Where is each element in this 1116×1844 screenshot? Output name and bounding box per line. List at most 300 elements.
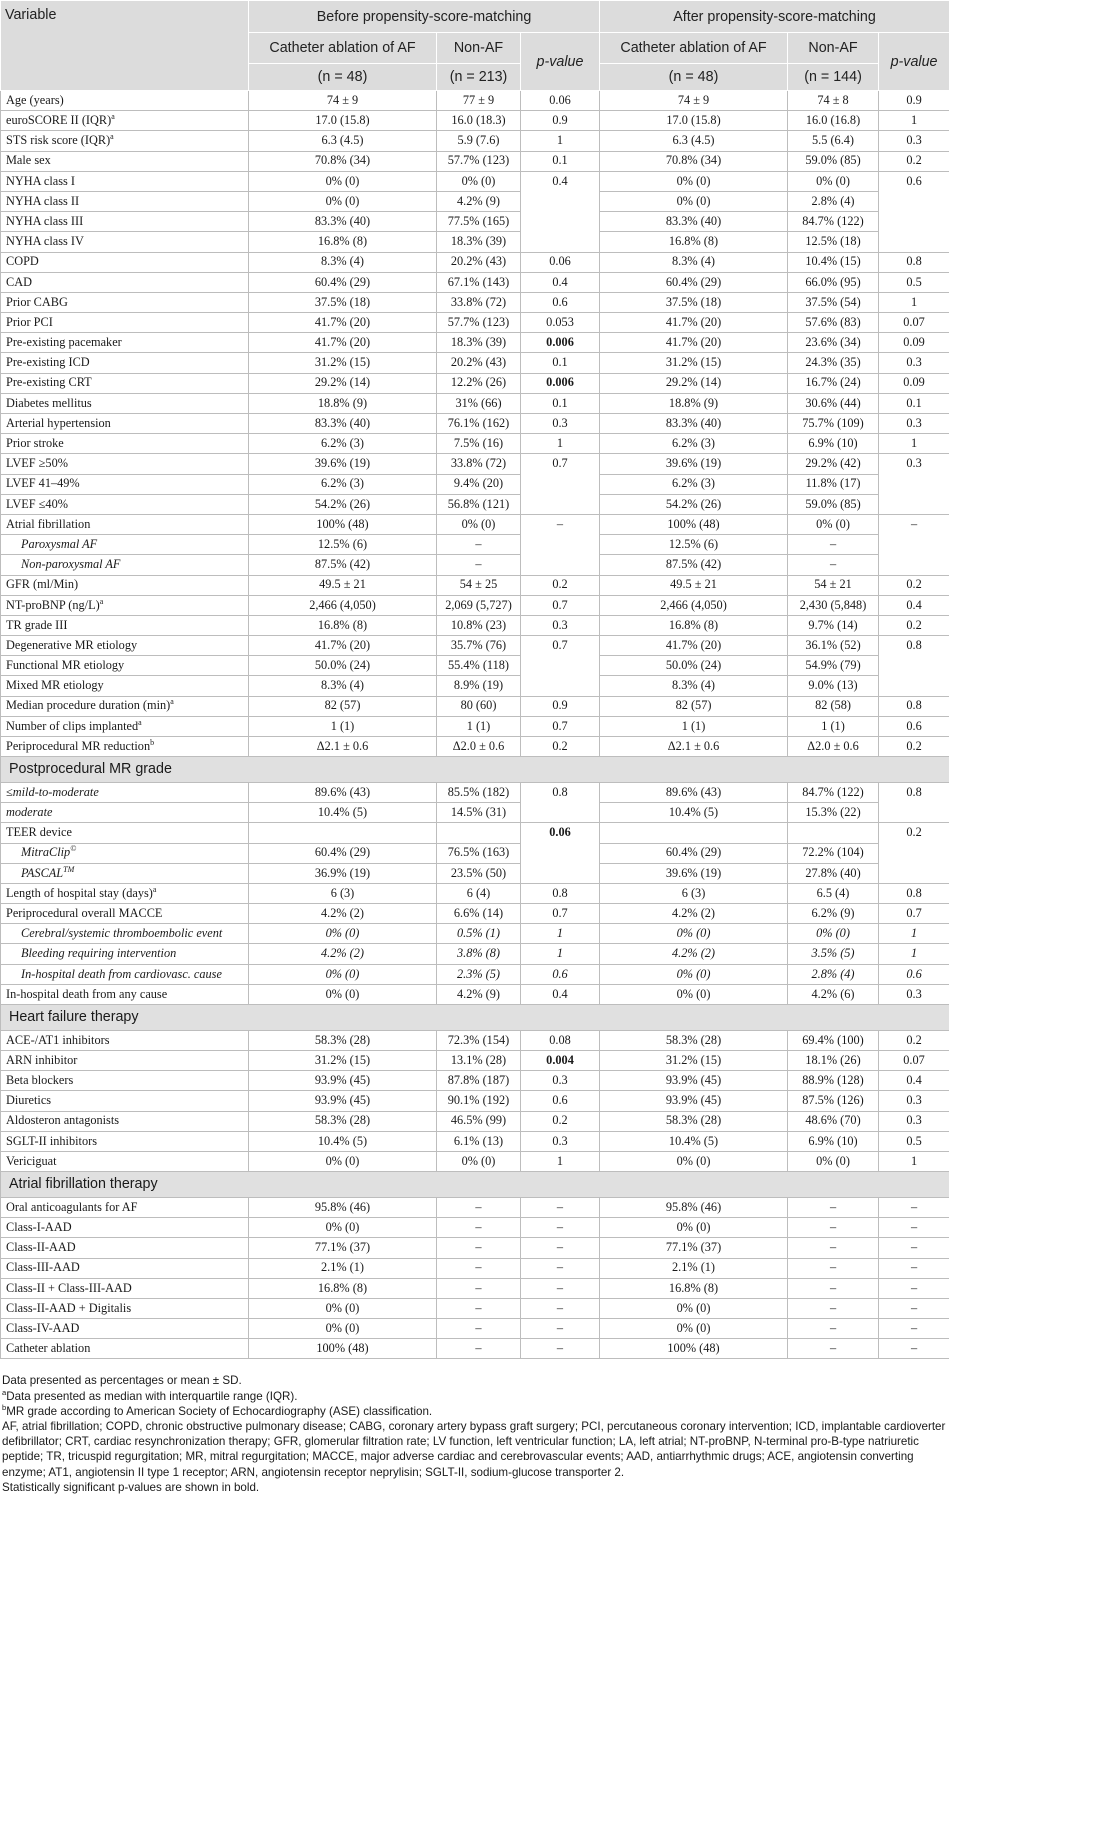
before-nonaf-value: – (437, 555, 521, 575)
row-label (1, 555, 249, 575)
row-label-text: NYHA class III (6, 213, 84, 228)
footnote-marker: b (2, 1403, 7, 1412)
after-p-value (879, 863, 949, 883)
before-p-value (521, 863, 600, 883)
after-p-value (879, 494, 949, 514)
table-row (1, 514, 950, 534)
row-label (1, 843, 249, 863)
footnote-marker: a (110, 132, 114, 142)
table-row (1, 676, 950, 696)
after-ablation-value: 6.3 (4.5) (600, 131, 788, 151)
table-row (1, 1298, 950, 1318)
footnote (2, 1404, 947, 1419)
row-label (1, 615, 249, 635)
after-ablation-value: 70.8% (34) (600, 151, 788, 171)
table-row (1, 1258, 950, 1278)
before-ablation-value: 50.0% (24) (249, 656, 437, 676)
table-row (1, 823, 950, 843)
after-p-value (879, 843, 949, 863)
table-row (1, 434, 950, 454)
row-label-text: Diuretics (6, 1093, 52, 1108)
before-p-value: 0.006 (521, 373, 600, 393)
row-label (1, 171, 249, 191)
after-ablation-value: 74 ± 9 (600, 91, 788, 111)
before-ablation-value: 83.3% (40) (249, 212, 437, 232)
after-p-value: – (879, 1197, 949, 1217)
row-label (1, 944, 249, 964)
after-nonaf-value: 9.0% (13) (788, 676, 879, 696)
before-p-value: 0.9 (521, 111, 600, 131)
before-nonaf-value: 77.5% (165) (437, 212, 521, 232)
after-p-value: – (879, 1339, 949, 1359)
after-nonaf-value: 87.5% (126) (788, 1091, 879, 1111)
row-label-text: Number of clips implanted (6, 718, 139, 733)
after-nonaf-value: 59.0% (85) (788, 151, 879, 171)
row-label-text: Pre-existing CRT (6, 375, 92, 390)
before-nonaf-value: – (437, 1339, 521, 1359)
before-nonaf-value: – (437, 1319, 521, 1339)
before-p-value: – (521, 1298, 600, 1318)
after-ablation-value: 4.2% (2) (600, 944, 788, 964)
table-row (1, 111, 950, 131)
before-ablation-value: 39.6% (19) (249, 454, 437, 474)
after-nonaf-value: – (788, 555, 879, 575)
before-ablation-value: 0% (0) (249, 924, 437, 944)
before-p-value: 0.6 (521, 1091, 600, 1111)
before-ablation-value: 74 ± 9 (249, 91, 437, 111)
after-nonaf-value: 12.5% (18) (788, 232, 879, 252)
before-nonaf-value: 0% (0) (437, 514, 521, 534)
after-ablation-value: 58.3% (28) (600, 1111, 788, 1131)
before-ablation-value: 87.5% (42) (249, 555, 437, 575)
row-label (1, 1051, 249, 1071)
after-p-value: 0.6 (879, 716, 949, 736)
before-p-value: 0.1 (521, 353, 600, 373)
row-label-text: COPD (6, 254, 39, 269)
before-ablation-value: 0% (0) (249, 984, 437, 1004)
before-ablation-value: 6.2% (3) (249, 434, 437, 454)
before-p-value: 0.2 (521, 737, 600, 757)
before-nonaf-value: 0% (0) (437, 171, 521, 191)
after-nonaf-value: 1 (1) (788, 716, 879, 736)
after-nonaf-value: 16.0 (16.8) (788, 111, 879, 131)
row-label (1, 1131, 249, 1151)
before-nonaf-value: 16.0 (18.3) (437, 111, 521, 131)
row-label-text: In-hospital death from any cause (6, 986, 168, 1001)
before-p-value: 0.08 (521, 1030, 600, 1050)
row-label (1, 232, 249, 252)
before-p-value: 0.1 (521, 151, 600, 171)
before-ablation-value: 4.2% (2) (249, 944, 437, 964)
after-ablation-value: 0% (0) (600, 924, 788, 944)
before-nonaf-value: – (437, 1238, 521, 1258)
before-p-value: 0.7 (521, 904, 600, 924)
row-label (1, 313, 249, 333)
before-ablation-value: 41.7% (20) (249, 313, 437, 333)
before-ablation-value: 2,466 (4,050) (249, 595, 437, 615)
after-ablation-value: 41.7% (20) (600, 333, 788, 353)
before-nonaf-value: 12.2% (26) (437, 373, 521, 393)
before-p-value (521, 535, 600, 555)
table-row (1, 964, 950, 984)
table-body (1, 91, 950, 1359)
after-ablation-value: 0% (0) (600, 1151, 788, 1171)
after-p-value: 0.2 (879, 575, 949, 595)
row-label (1, 676, 249, 696)
row-label-text: LVEF 41–49% (6, 476, 80, 491)
row-label (1, 393, 249, 413)
header-after-psm: After propensity-score-matching (600, 1, 949, 33)
footnote-marker: TM (63, 864, 75, 874)
row-label-text: STS risk score (IQR) (6, 133, 111, 148)
before-p-value: 0.06 (521, 823, 600, 843)
row-label-text: TEER device (6, 825, 72, 840)
before-p-value: 0.8 (521, 782, 600, 802)
before-p-value: – (521, 1339, 600, 1359)
after-p-value: 1 (879, 292, 949, 312)
row-label-text: NYHA class II (6, 193, 80, 208)
before-p-value: 0.3 (521, 1071, 600, 1091)
before-ablation-value: 54.2% (26) (249, 494, 437, 514)
before-p-value: – (521, 1258, 600, 1278)
table-row (1, 333, 950, 353)
after-nonaf-value: 6.9% (10) (788, 434, 879, 454)
after-nonaf-value: 6.2% (9) (788, 904, 879, 924)
after-ablation-value: 2.1% (1) (600, 1258, 788, 1278)
before-p-value: 0.9 (521, 696, 600, 716)
before-p-value: – (521, 1319, 600, 1339)
row-label (1, 111, 249, 131)
after-p-value: 0.7 (879, 904, 949, 924)
before-nonaf-value (437, 823, 521, 843)
footnote-marker: a (2, 1387, 7, 1397)
after-nonaf-value: 82 (58) (788, 696, 879, 716)
before-nonaf-value: 1 (1) (437, 716, 521, 736)
header-after-pvalue: p-value (879, 33, 949, 91)
after-nonaf-value: 6.5 (4) (788, 883, 879, 903)
after-nonaf-value: 16.7% (24) (788, 373, 879, 393)
after-nonaf-value: 11.8% (17) (788, 474, 879, 494)
after-ablation-value: 12.5% (6) (600, 535, 788, 555)
after-p-value (879, 212, 949, 232)
before-ablation-value: 82 (57) (249, 696, 437, 716)
after-p-value (879, 474, 949, 494)
before-nonaf-value: 23.5% (50) (437, 863, 521, 883)
footnote: Data presented as percentages or mean ± SD. (2, 1374, 242, 1388)
before-p-value: 0.4 (521, 171, 600, 191)
before-p-value: 0.3 (521, 1131, 600, 1151)
row-label (1, 575, 249, 595)
after-ablation-value: 83.3% (40) (600, 212, 788, 232)
table-row (1, 353, 950, 373)
row-label (1, 595, 249, 615)
row-label (1, 151, 249, 171)
table-footnotes (0, 1359, 949, 1495)
after-nonaf-value: 0% (0) (788, 924, 879, 944)
after-nonaf-value: 54 ± 21 (788, 575, 879, 595)
before-ablation-value: 41.7% (20) (249, 333, 437, 353)
after-ablation-value: 83.3% (40) (600, 414, 788, 434)
row-label-text: Class-I-AAD (6, 1219, 72, 1234)
row-label-text: NT-proBNP (ng/L) (6, 597, 100, 612)
after-nonaf-value: 37.5% (54) (788, 292, 879, 312)
before-ablation-value: 12.5% (6) (249, 535, 437, 555)
after-p-value (879, 191, 949, 211)
before-nonaf-value: 13.1% (28) (437, 1051, 521, 1071)
table-row (1, 1111, 950, 1131)
row-label (1, 434, 249, 454)
after-ablation-value: 2,466 (4,050) (600, 595, 788, 615)
after-ablation-value: 0% (0) (600, 1319, 788, 1339)
table-row (1, 924, 950, 944)
table-row (1, 454, 950, 474)
after-p-value: 0.3 (879, 1091, 949, 1111)
before-ablation-value: 41.7% (20) (249, 636, 437, 656)
row-label (1, 1339, 249, 1359)
after-nonaf-value: – (788, 1218, 879, 1238)
after-nonaf-value: 84.7% (122) (788, 212, 879, 232)
table-row (1, 535, 950, 555)
table-row (1, 944, 950, 964)
before-p-value: 0.1 (521, 393, 600, 413)
footnote-marker: a (152, 884, 157, 894)
footnote: AF, atrial fibrillation; COPD, chronic obstructive pulmonary disease; CABG, coronary artery bypass graft surgery; PCI, percutaneous coronary intervention; ICD, implantable cardioverter defibrillator; CRT, cardiac resynchronization therapy; GFR, glomerular filtration rate; LV function, left ventricular function; LA, left atrial; NT-proBNP, N-terminal pro-B-type natriuretic peptide; TR, tricuspid regurgitation; MR, mitral regurgitation; MACCE, major adverse cardiac and cerebrovascular events; AAD, antiarrhythmic drugs; ACE, angiotensin converting enzyme; AT1, angiotensin II type 1 receptor; ARN, angiotensin receptor neprylisin; SGLT-II, sodium-glucose transporter 2. (2, 1420, 946, 1479)
before-ablation-value: 8.3% (4) (249, 252, 437, 272)
header-n-before-nonaf: (n = 213) (437, 64, 521, 91)
after-ablation-value: 54.2% (26) (600, 494, 788, 514)
after-p-value: 0.3 (879, 414, 949, 434)
row-label (1, 904, 249, 924)
after-nonaf-value: – (788, 1197, 879, 1217)
after-nonaf-value: 30.6% (44) (788, 393, 879, 413)
before-p-value: 0.7 (521, 595, 600, 615)
before-p-value: 1 (521, 434, 600, 454)
before-ablation-value: 10.4% (5) (249, 803, 437, 823)
row-label (1, 414, 249, 434)
before-nonaf-value: 85.5% (182) (437, 782, 521, 802)
row-label (1, 1319, 249, 1339)
row-label-text: Class-II-AAD + Digitalis (6, 1300, 132, 1315)
before-ablation-value: 1 (1) (249, 716, 437, 736)
after-p-value: 0.8 (879, 883, 949, 903)
after-nonaf-value: 54.9% (79) (788, 656, 879, 676)
after-p-value: 0.07 (879, 1051, 949, 1071)
table-row (1, 1151, 950, 1171)
before-p-value: 0.3 (521, 414, 600, 434)
after-ablation-value: 31.2% (15) (600, 1051, 788, 1071)
row-label-text: Functional MR etiology (6, 658, 125, 673)
after-p-value (879, 656, 949, 676)
table-row (1, 1091, 950, 1111)
before-nonaf-value: 76.5% (163) (437, 843, 521, 863)
after-p-value: – (879, 1319, 949, 1339)
table-row (1, 555, 950, 575)
footnote-marker: a (99, 596, 104, 606)
table-row (1, 863, 950, 883)
after-nonaf-value: 57.6% (83) (788, 313, 879, 333)
table-row (1, 1238, 950, 1258)
after-ablation-value: 6.2% (3) (600, 474, 788, 494)
after-p-value (879, 535, 949, 555)
table-row (1, 494, 950, 514)
row-label-text: Prior stroke (6, 436, 64, 451)
footnote-marker: a (138, 717, 142, 727)
after-p-value: 0.2 (879, 615, 949, 635)
before-nonaf-value: 57.7% (123) (437, 313, 521, 333)
table-row (1, 292, 950, 312)
row-label (1, 212, 249, 232)
after-nonaf-value: – (788, 1258, 879, 1278)
after-p-value: 0.8 (879, 696, 949, 716)
after-nonaf-value: 4.2% (6) (788, 984, 879, 1004)
row-label-text: ARN inhibitor (6, 1052, 78, 1067)
before-p-value: 0.7 (521, 716, 600, 736)
row-label (1, 333, 249, 353)
before-ablation-value: 0% (0) (249, 964, 437, 984)
after-ablation-value: 6.2% (3) (600, 434, 788, 454)
after-ablation-value: 4.2% (2) (600, 904, 788, 924)
table-row (1, 232, 950, 252)
before-p-value: 0.06 (521, 252, 600, 272)
row-label-text: Periprocedural MR reduction (6, 738, 151, 753)
row-label-text: Prior CABG (6, 294, 68, 309)
after-nonaf-value: 3.5% (5) (788, 944, 879, 964)
after-ablation-value: 18.8% (9) (600, 393, 788, 413)
before-p-value (521, 232, 600, 252)
row-label-text: Class-IV-AAD (6, 1320, 80, 1335)
row-label (1, 964, 249, 984)
after-nonaf-value: 0% (0) (788, 171, 879, 191)
table-row (1, 883, 950, 903)
before-p-value (521, 676, 600, 696)
after-p-value: 0.4 (879, 595, 949, 615)
row-label (1, 984, 249, 1004)
before-p-value: 0.053 (521, 313, 600, 333)
after-ablation-value: 29.2% (14) (600, 373, 788, 393)
row-label-text: NYHA class IV (6, 234, 84, 249)
after-nonaf-value: 74 ± 8 (788, 91, 879, 111)
row-label (1, 1258, 249, 1278)
row-label (1, 636, 249, 656)
after-p-value (879, 555, 949, 575)
table-row (1, 272, 950, 292)
table-row (1, 171, 950, 191)
before-nonaf-value: 9.4% (20) (437, 474, 521, 494)
row-label (1, 1071, 249, 1091)
after-nonaf-value: 0% (0) (788, 1151, 879, 1171)
header-before-psm: Before propensity-score-matching (249, 1, 600, 33)
table-row (1, 1131, 950, 1151)
after-p-value: 0.3 (879, 454, 949, 474)
row-label-text: Age (years) (6, 92, 64, 107)
after-nonaf-value: 5.5 (6.4) (788, 131, 879, 151)
after-ablation-value: 37.5% (18) (600, 292, 788, 312)
before-nonaf-value: 3.8% (8) (437, 944, 521, 964)
after-p-value: 0.8 (879, 782, 949, 802)
before-nonaf-value: – (437, 1278, 521, 1298)
after-ablation-value: 0% (0) (600, 984, 788, 1004)
before-nonaf-value: – (437, 1298, 521, 1318)
after-nonaf-value: 18.1% (26) (788, 1051, 879, 1071)
table-row (1, 1051, 950, 1071)
header-after-ablation: Catheter ablation of AF (600, 33, 788, 64)
after-ablation-value: 0% (0) (600, 191, 788, 211)
before-nonaf-value: 2,069 (5,727) (437, 595, 521, 615)
table-row (1, 737, 950, 757)
after-nonaf-value: 15.3% (22) (788, 803, 879, 823)
before-ablation-value: 18.8% (9) (249, 393, 437, 413)
after-nonaf-value: – (788, 1339, 879, 1359)
before-nonaf-value: 20.2% (43) (437, 353, 521, 373)
table-row (1, 904, 950, 924)
table-row (1, 716, 950, 736)
after-nonaf-value: 59.0% (85) (788, 494, 879, 514)
row-label-text: Length of hospital stay (days) (6, 885, 153, 900)
table-row (1, 474, 950, 494)
header-before-nonaf: Non-AF (437, 33, 521, 64)
before-p-value: 1 (521, 1151, 600, 1171)
after-ablation-value: 31.2% (15) (600, 353, 788, 373)
after-nonaf-value: 36.1% (52) (788, 636, 879, 656)
after-nonaf-value: 84.7% (122) (788, 782, 879, 802)
before-nonaf-value: Δ2.0 ± 0.6 (437, 737, 521, 757)
before-ablation-value: 2.1% (1) (249, 1258, 437, 1278)
after-p-value: 0.3 (879, 131, 949, 151)
before-p-value: – (521, 1238, 600, 1258)
before-ablation-value: 6.3 (4.5) (249, 131, 437, 151)
before-ablation-value: 0% (0) (249, 1151, 437, 1171)
after-p-value: 0.8 (879, 636, 949, 656)
before-p-value: 0.006 (521, 333, 600, 353)
before-ablation-value: 95.8% (46) (249, 1197, 437, 1217)
header-before-ablation: Catheter ablation of AF (249, 33, 437, 64)
footnote-marker: b (150, 737, 155, 747)
before-p-value: 0.8 (521, 883, 600, 903)
footnote-text: Data presented as median with interquartile range (IQR). (6, 1389, 298, 1403)
after-p-value: 0.09 (879, 373, 949, 393)
before-nonaf-value: 56.8% (121) (437, 494, 521, 514)
table-row (1, 1030, 950, 1050)
after-nonaf-value: – (788, 1319, 879, 1339)
before-p-value: 0.4 (521, 272, 600, 292)
row-label-text: Beta blockers (6, 1073, 74, 1088)
after-ablation-value: 93.9% (45) (600, 1071, 788, 1091)
row-label-text: Degenerative MR etiology (6, 637, 138, 652)
after-p-value: 0.4 (879, 1071, 949, 1091)
row-label-text: Pre-existing ICD (6, 355, 90, 370)
before-nonaf-value: 87.8% (187) (437, 1071, 521, 1091)
row-label (1, 535, 249, 555)
footnote (2, 1389, 947, 1404)
after-ablation-value: 50.0% (24) (600, 656, 788, 676)
after-p-value: – (879, 1258, 949, 1278)
row-label (1, 252, 249, 272)
before-p-value: – (521, 514, 600, 534)
after-nonaf-value: – (788, 535, 879, 555)
before-ablation-value: 6 (3) (249, 883, 437, 903)
before-p-value: 0.2 (521, 575, 600, 595)
before-nonaf-value: 35.7% (76) (437, 636, 521, 656)
before-nonaf-value: 8.9% (19) (437, 676, 521, 696)
table-row (1, 595, 950, 615)
after-nonaf-value: – (788, 1278, 879, 1298)
after-ablation-value: 100% (48) (600, 1339, 788, 1359)
row-label-text: Median procedure duration (min) (6, 698, 171, 713)
after-nonaf-value: 24.3% (35) (788, 353, 879, 373)
row-label-text: LVEF ≤40% (6, 496, 68, 511)
after-ablation-value: 60.4% (29) (600, 843, 788, 863)
before-p-value: 0.7 (521, 454, 600, 474)
